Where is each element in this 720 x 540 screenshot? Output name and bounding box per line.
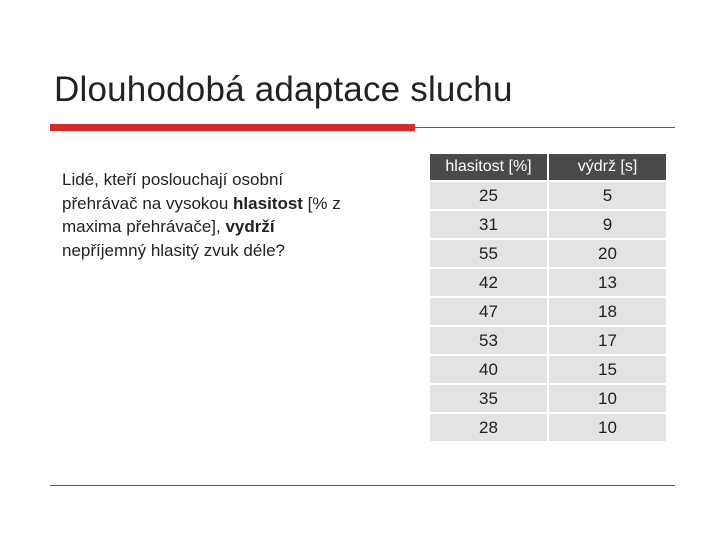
column-header-endurance: výdrž [s]	[549, 154, 666, 180]
table-row	[430, 240, 666, 267]
table-cell-volume: 53	[430, 327, 547, 354]
slide-title: Dlouhodobá adaptace sluchu	[54, 70, 513, 109]
table-cell-volume: 40	[430, 356, 547, 383]
table-cell-endurance: 20	[549, 240, 666, 267]
question-text	[62, 168, 362, 262]
question-text-part: Lidé, kteří poslouchají osobní přehrávač na vysokou	[62, 170, 284, 213]
table-row	[430, 211, 666, 238]
table-row	[430, 269, 666, 296]
table-cell-endurance: 5	[549, 182, 666, 209]
table-row	[430, 385, 666, 412]
table-row	[430, 414, 666, 441]
table-header-row	[430, 154, 666, 180]
table-cell-endurance: 10	[549, 414, 666, 441]
question-text-part: nepříjemný hlasitý zvuk déle?	[62, 240, 286, 260]
table-cell-volume: 35	[430, 385, 547, 412]
column-header-volume: hlasitost [%]	[430, 154, 547, 180]
question-keyword-endure: vydrží	[225, 217, 275, 236]
data-table	[428, 152, 668, 443]
table-cell-volume: 28	[430, 414, 547, 441]
table-cell-endurance: 18	[549, 298, 666, 325]
question-keyword-volume: hlasitost	[233, 193, 303, 213]
table-cell-endurance: 10	[549, 385, 666, 412]
table-row	[430, 356, 666, 383]
table-cell-endurance: 9	[549, 211, 666, 238]
question-text-part: [% z maxima přehrávače],	[62, 193, 341, 236]
table-row	[430, 327, 666, 354]
table-cell-volume: 25	[430, 182, 547, 209]
table-row	[430, 182, 666, 209]
table-cell-volume: 31	[430, 211, 547, 238]
footer-rule	[50, 485, 675, 486]
table-cell-endurance: 15	[549, 356, 666, 383]
table-row	[430, 298, 666, 325]
table-cell-endurance: 13	[549, 269, 666, 296]
table-cell-volume: 42	[430, 269, 547, 296]
table-cell-endurance: 17	[549, 327, 666, 354]
title-accent-bar	[50, 124, 415, 131]
table-cell-volume: 47	[430, 298, 547, 325]
table-cell-volume: 55	[430, 240, 547, 267]
